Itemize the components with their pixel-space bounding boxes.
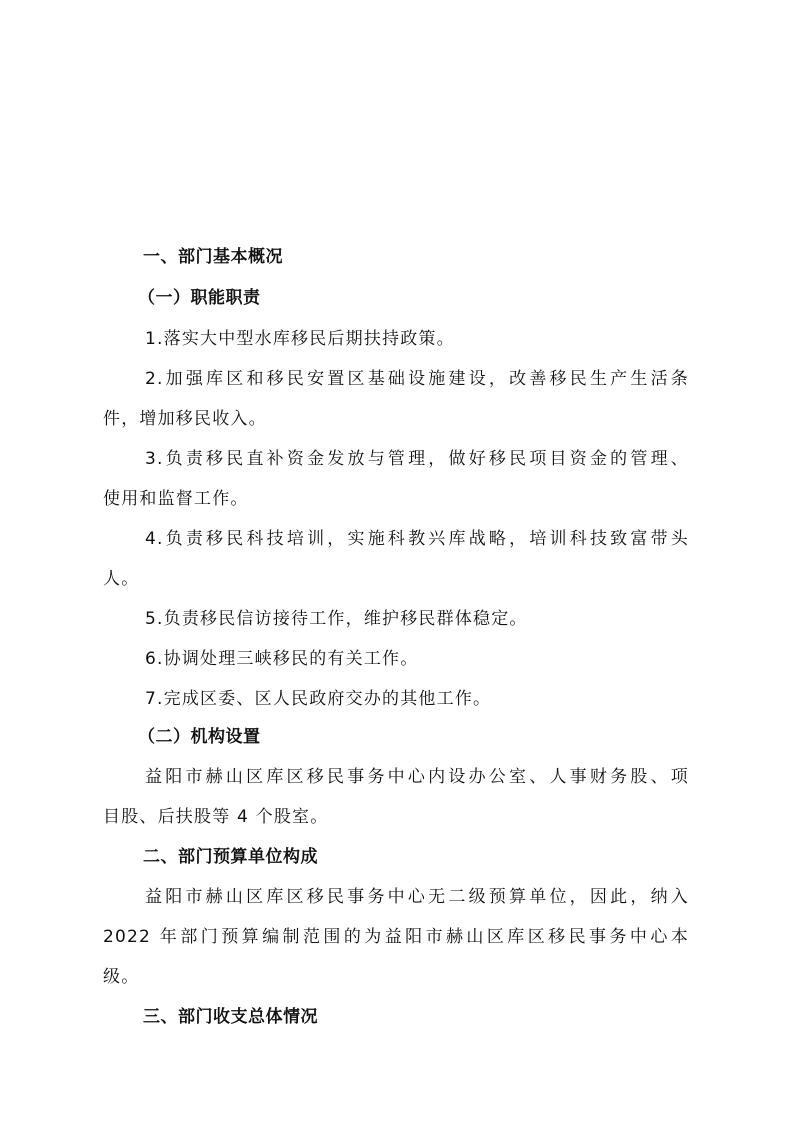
duty-item-3-cont: 使用和监督工作。 <box>103 489 249 509</box>
subsection-heading-structure: （二）机构设置 <box>138 727 261 747</box>
duty-item-2-cont: 件，增加移民收入。 <box>103 409 267 429</box>
budget-units-line-1: 益阳市赫山区库区移民事务中心无二级预算单位，因此，纳入 <box>145 887 689 907</box>
duty-item-5: 5.负责移民信访接待工作，维护移民群体稳定。 <box>145 609 528 629</box>
section-heading-1: 一、部门基本概况 <box>143 247 283 267</box>
structure-line-1: 益阳市赫山区库区移民事务中心内设办公室、人事财务股、项 <box>145 767 689 787</box>
budget-units-line-2: 2022 年部门预算编制范围的为益阳市赫山区库区移民事务中心本 <box>103 927 689 947</box>
duty-item-4: 4.负责移民科技培训，实施科教兴库战略，培训科技致富带头 <box>145 529 689 549</box>
structure-line-2: 目股、后扶股等 4 个股室。 <box>103 807 329 827</box>
duty-item-4-cont: 人。 <box>103 569 140 589</box>
subsection-heading-duties: （一）职能职责 <box>138 288 261 308</box>
duty-item-1: 1.落实大中型水库移民后期扶持政策。 <box>145 329 455 349</box>
section-heading-3: 三、部门收支总体情况 <box>143 1007 318 1027</box>
section-heading-2: 二、部门预算单位构成 <box>143 847 318 867</box>
duty-item-7: 7.完成区委、区人民政府交办的其他工作。 <box>145 689 492 709</box>
duty-item-2: 2.加强库区和移民安置区基础设施建设，改善移民生产生活条 <box>145 369 689 389</box>
duty-item-3: 3.负责移民直补资金发放与管理，做好移民项目资金的管理、 <box>145 449 689 469</box>
budget-units-line-3: 级。 <box>103 967 140 987</box>
duty-item-6: 6.协调处理三峡移民的有关工作。 <box>145 649 419 669</box>
